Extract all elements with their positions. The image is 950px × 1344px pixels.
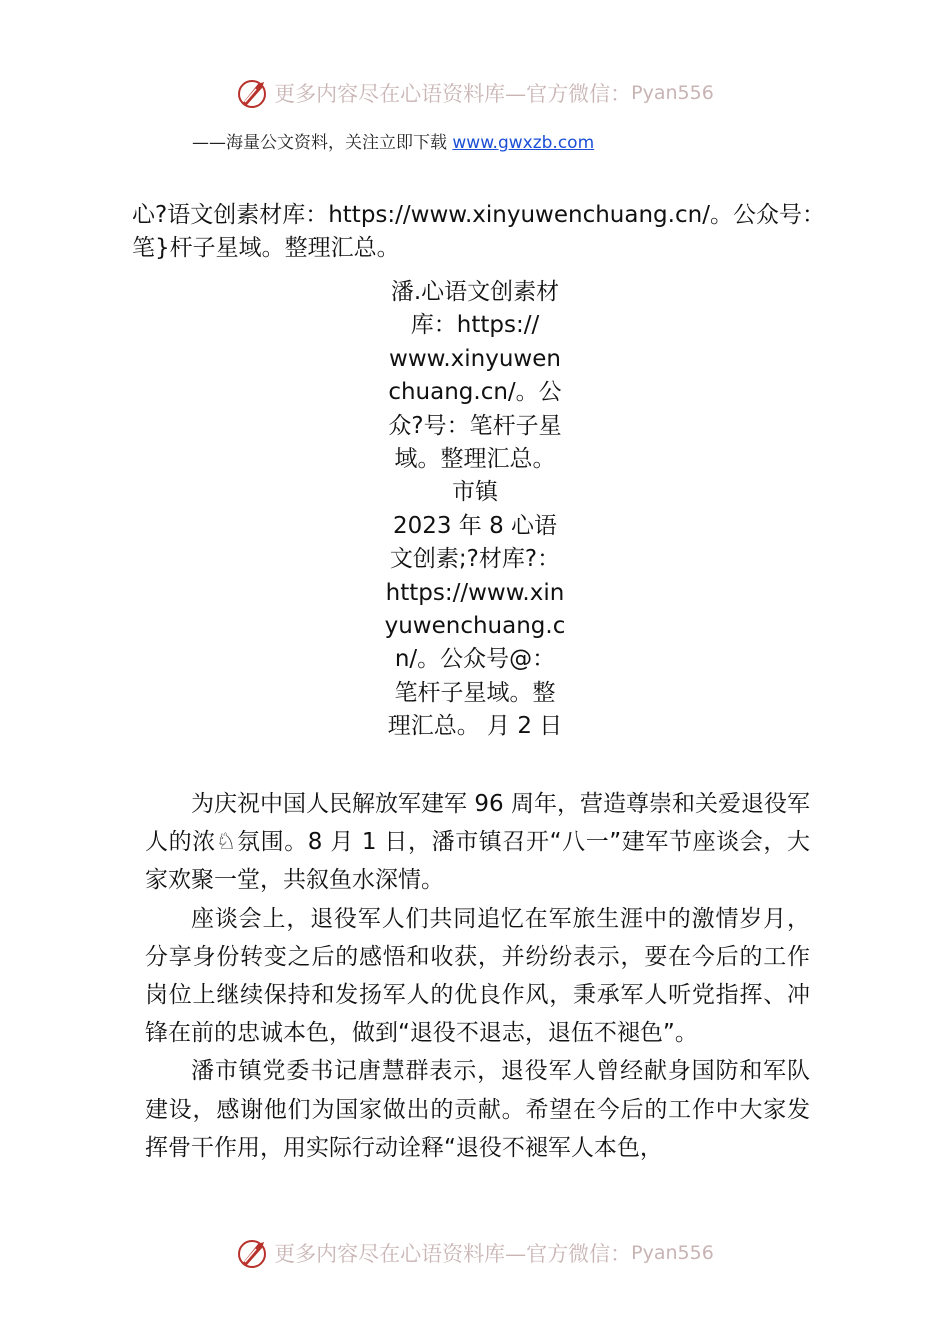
title-line: www.xinyuwen <box>389 345 561 372</box>
title-line: yuwenchuang.c <box>384 613 566 640</box>
pen-nib-logo-icon <box>236 76 270 110</box>
gwxzb-link[interactable]: www.gwxzb.com <box>452 133 595 153</box>
title-line: 库：https:// <box>410 312 540 339</box>
title-line: 文创素;?材库?： <box>389 546 561 573</box>
title-line: 市镇 <box>452 479 498 506</box>
paragraph: 为庆祝中国人民解放军建军 96 周年，营造尊崇和关爱退役军人的浓♘氛围。8 月 1 日，潘市镇召开“八一”建军节座谈会，大家欢聚一堂，共叙鱼水深情。 <box>145 791 810 894</box>
banner-handle: Pyan556 <box>631 1242 714 1264</box>
subline <box>192 128 594 153</box>
title-line: n/。公众号@： <box>394 646 556 673</box>
banner-text: 更多内容尽在心语资料库—官方微信： <box>274 1242 632 1266</box>
pen-nib-logo-icon <box>236 1236 270 1270</box>
banner-text: 更多内容尽在心语资料库—官方微信： <box>274 82 632 106</box>
title-line: 众?号：笔杆子星 <box>388 412 562 439</box>
paragraph: 座谈会上，退役军人们共同追忆在军旅生涯中的激情岁月，分享身份转变之后的感悟和收获，并纷纷表示，要在今后的工作岗位上继续保持和发扬军人的优良作风，秉承军人听党指挥、冲锋在前的忠诚本色，做到“退役不退志，退伍不褪色”。 <box>145 905 810 1047</box>
banner-handle: Pyan556 <box>631 82 714 104</box>
title-line: 笔杆子星域。整 <box>394 679 556 706</box>
subline-text: ——海量公文资料，关注立即下载 <box>192 133 453 153</box>
title-line: 理汇总。 月 2 日 <box>387 713 563 740</box>
title-line: chuang.cn/。公 <box>388 379 562 406</box>
paragraph: 潘市镇党委书记唐慧群表示，退役军人曾经献身国防和军队建设，感谢他们为国家做出的贡献。希望在今后的工作中大家发挥骨干作用，用实际行动诠释“退役不褪军人本色， <box>145 1058 810 1161</box>
header-banner <box>0 76 950 110</box>
title-line: 域。整理汇总。 <box>394 446 556 473</box>
source-note: 心?语文创素材库：https://www.xinyuwenchuang.cn/。公众号：笔}杆子星域。整理汇总。 <box>132 202 825 261</box>
title-line: 2023 年 8 心语 <box>392 512 558 539</box>
article-body <box>145 785 810 1167</box>
title-block <box>350 276 600 744</box>
title-line: https://www.xin <box>385 579 565 606</box>
footer-banner <box>0 1236 950 1270</box>
title-line: 潘.心语文创素材 <box>390 279 560 305</box>
